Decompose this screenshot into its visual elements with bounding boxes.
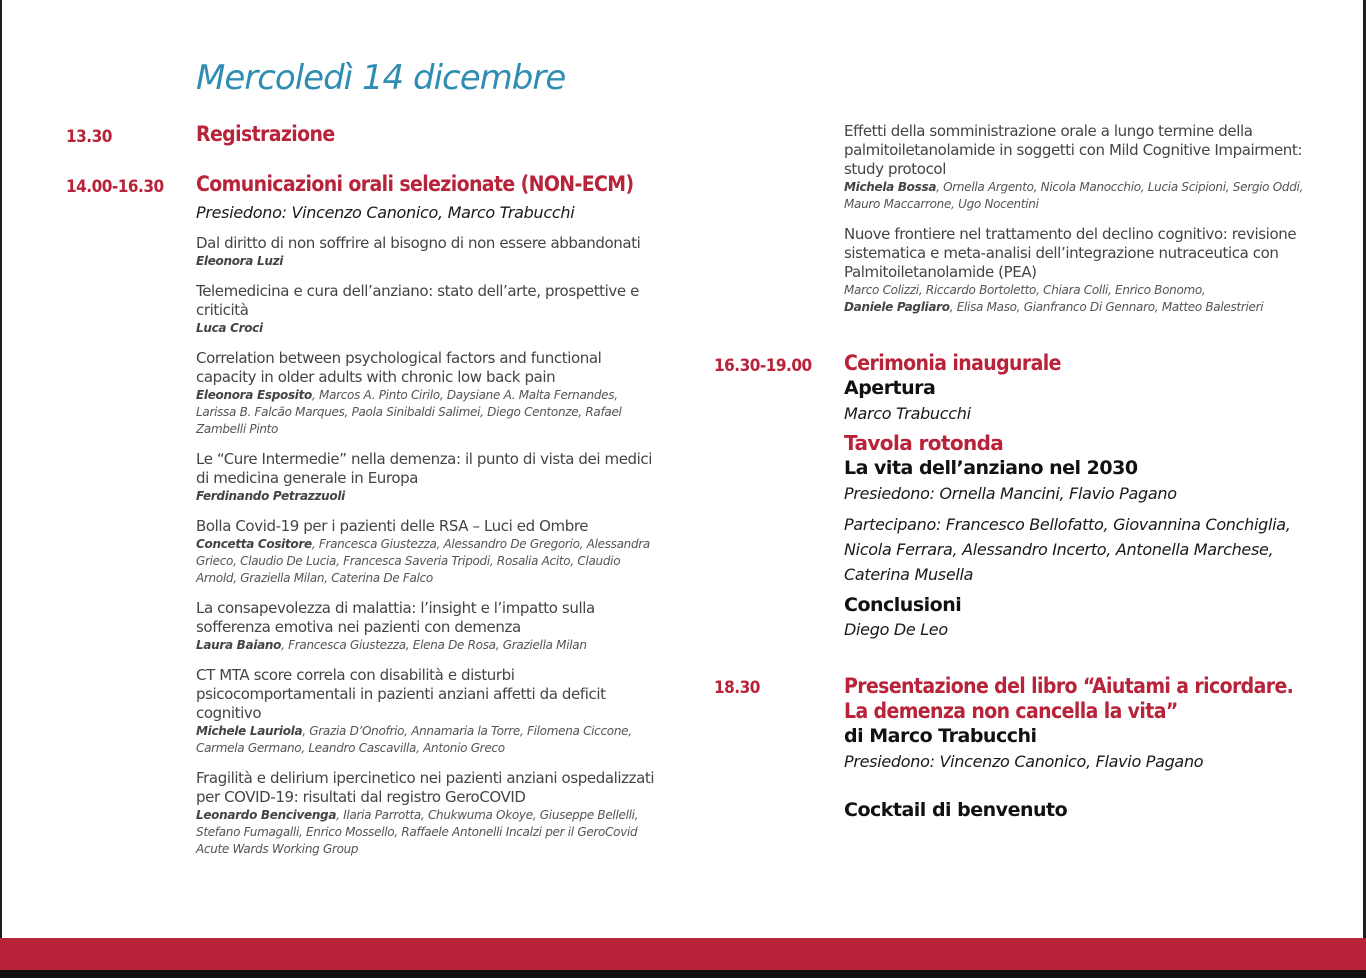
comunicazioni-chair: Presiedono: Vincenzo Canonico, Marco Trabucchi [196,203,575,223]
talk-item [196,234,656,270]
cocktail-heading: Cocktail di benvenuto [844,799,1068,822]
talk-title: Bolla Covid-19 per i pazienti delle RSA – Luci ed Ombre [196,517,589,536]
time-presentazione: 18.30 [714,678,760,698]
registrazione-title: Registrazione [196,122,335,146]
talk-item [196,349,656,438]
time-cerimonia: 16.30-19.00 [714,356,812,376]
time-registrazione: 13.30 [66,127,112,147]
talk-title: Dal diritto di non soffrire al bisogno di non essere abbandonati [196,234,641,253]
talk-authors [196,723,656,757]
other-authors: , Francesca Giustezza, Elena De Rosa, Graziella Milan [281,638,587,653]
talk-authors [196,320,656,337]
time-comunicazioni: 14.00-16.30 [66,177,164,197]
presentazione-title-line1: Presentazione del libro “Aiutami a ricordare. [844,674,1294,698]
lead-author: Daniele Pagliaro [844,300,950,314]
talk-item [844,225,1306,316]
cerimonia-title: Cerimonia inaugurale [844,351,1061,375]
lead-author: Concetta Cositore [196,537,312,552]
conclusioni-heading: Conclusioni [844,593,962,616]
footer-red-band [0,938,1366,971]
lead-author: Ferdinando Petrazzuoli [196,489,345,504]
talk-title: Le “Cure Intermedie” nella demenza: il punto di vista dei medici di medicina generale in Europa [196,450,653,488]
other-authors: , Grazia D’Onofrio, Annamaria la Torre, Filomena Ciccone, Carmela Germano, Leandro Cascavilla, Antonio Greco [196,724,632,756]
lead-author: Eleonora Esposito [196,388,312,403]
talk-authors [844,282,1306,316]
tavola-title: La vita dell’anziano nel 2030 [844,456,1138,479]
frame-bottom-border [0,970,1366,978]
registrazione-block [196,122,335,147]
talk-authors [196,536,656,587]
talk-title: Fragilità e delirium ipercinetico nei pazienti anziani ospedalizzati per COVID-19: risultati dal registro GeroCOVID [196,769,655,807]
presentazione-title-line2: La demenza non cancella la vita” [844,699,1178,724]
talk-item [196,517,656,587]
tavola-partecipano: Partecipano: Francesco Bellofatto, Giovannina Conchiglia, Nicola Ferrara, Alessandro Incerto, Antonella Marchese, Caterina Musella [844,514,1291,584]
right-talks-continued [844,122,1306,316]
talk-authors [196,488,656,505]
tavola-chair: Presiedono: Ornella Mancini, Flavio Pagano [844,483,1177,503]
cerimonia-block [844,351,1304,642]
lead-author: Eleonora Luzi [196,254,284,269]
comunicazioni-block [196,172,656,858]
other-authors: , Francesca Giustezza, Alessandro De Gregorio, Alessandra Grieco, Claudio De Lucia, Francesca Saveria Tripodi, Rosalia Acito, Claudio Arnold, Graziella Milan, Caterina De Falco [196,537,650,586]
day-title: Mercoledì 14 dicembre [196,58,566,98]
talk-authors [844,179,1306,213]
talk-authors [196,253,656,270]
other-authors: , Ilaria Parrotta, Chukwuma Okoye, Giuseppe Bellelli, Stefano Fumagalli, Enrico Mossello, Raffaele Antonelli Incalzi per il GeroCovid Acute Wards Working Group [196,808,639,857]
apertura-name: Marco Trabucchi [844,403,971,423]
other-authors: , Elisa Maso, Gianfranco Di Gennaro, Matteo Balestrieri [949,300,1264,314]
talk-authors [196,387,656,438]
talk-title: Effetti della somministrazione orale a lungo termine della palmitoiletanolamide in soggetti con Mild Cognitive Impairment: study protocol [844,122,1303,178]
conclusioni-name: Diego De Leo [844,620,948,640]
talk-item [196,450,656,505]
talk-item [196,599,656,654]
other-authors: , Marcos A. Pinto Cirilo, Daysiane A. Malta Fernandes, Larissa B. Falcão Marques, Paola Sinibaldi Salimei, Diego Centonze, Rafael Zambelli Pinto [196,388,622,437]
talk-title: Nuove frontiere nel trattamento del declino cognitivo: revisione sistematica e meta-analisi dell’integrazione nutraceutica con Palmitoiletanolamide (PEA) [844,225,1297,281]
presentazione-chair: Presiedono: Vincenzo Canonico, Flavio Pagano [844,752,1204,772]
talk-item [196,769,656,858]
talk-title: Telemedicina e cura dell’anziano: stato dell’arte, prospettive e criticità [196,282,639,320]
presentazione-author: di Marco Trabucchi [844,725,1037,748]
talk-title: Correlation between psychological factors and functional capacity in older adults with chronic low back pain [196,349,602,387]
lead-author: Leonardo Bencivenga [196,808,337,823]
presentazione-block [844,674,1314,823]
pre-authors: Marco Colizzi, Riccardo Bortoletto, Chiara Colli, Enrico Bonomo, [844,283,1206,297]
talk-item [844,122,1306,213]
comunicazioni-title: Comunicazioni orali selezionate (NON-ECM) [196,172,634,196]
talk-authors [196,807,656,858]
talk-title: La consapevolezza di malattia: l’insight e l’impatto sulla sofferenza emotiva nei pazienti con demenza [196,599,595,637]
talk-item [196,666,656,757]
talk-title: CT MTA score correla con disabilità e disturbi psicocomportamentali in pazienti anziani affetti da deficit cognitivo [196,666,606,723]
apertura-heading: Apertura [844,377,936,400]
other-authors: , Ornella Argento, Nicola Manocchio, Lucia Scipioni, Sergio Oddi, Mauro Maccarrone, Ugo Nocentini [844,180,1304,211]
tavola-heading: Tavola rotonda [844,430,1004,455]
frame-left-border [0,0,2,978]
talk-authors [196,637,656,654]
lead-author: Michela Bossa [844,180,937,194]
talk-item [196,282,656,337]
lead-author: Michele Lauriola [196,724,303,739]
lead-author: Luca Croci [196,321,263,336]
lead-author: Laura Baiano [196,638,282,653]
